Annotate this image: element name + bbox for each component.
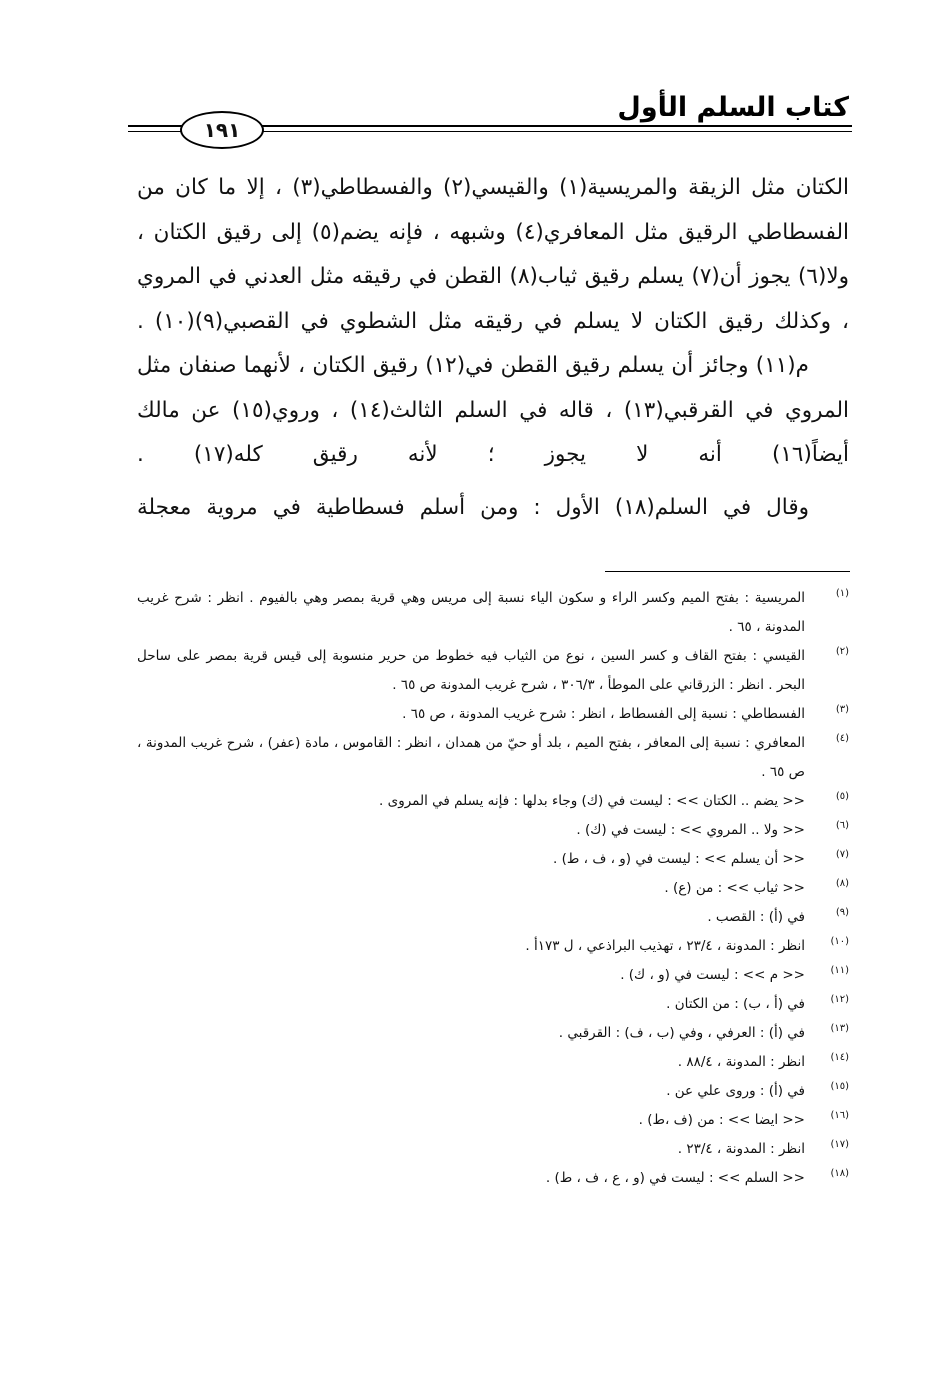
footnote-text: المعافري : نسبة إلى المعافر ، بفتح الميم ، بلد أو حيّ من همدان ، انظر : القاموس ، مادة (عفر) ، شرح غريب المدونة ، ص ٦٥ . bbox=[137, 735, 805, 780]
footnote-number: (١٥) bbox=[830, 1081, 849, 1092]
main-text bbox=[137, 166, 849, 530]
footnote-number: (١٦) bbox=[830, 1110, 849, 1121]
main-paragraph-3: وقال في السلم(١٨) الأول : ومن أسلم فسطاطية في مروية معجلة bbox=[137, 494, 809, 520]
footnote-number: (١٣) bbox=[830, 1023, 849, 1034]
footnote-3 bbox=[137, 700, 849, 729]
footnote-text: في (أ) : وروى علي عن . bbox=[666, 1083, 805, 1099]
footnote-5 bbox=[137, 787, 849, 816]
footnote-text: << السلم >> : ليست في (و ، ع ، ف ، ط) . bbox=[545, 1170, 805, 1186]
footnote-15 bbox=[137, 1077, 849, 1106]
footnote-number: (٣) bbox=[835, 704, 849, 715]
footnote-10 bbox=[137, 932, 849, 961]
footnote-text: المريسية : بفتح الميم وكسر الراء و سكون الياء نسبة إلى مريس وهي قرية بمصر وهي بالفيوم . انظر : شرح غريب المدونة ، ٦٥ . bbox=[137, 590, 805, 635]
footnote-text: القيسي : بفتح القاف و كسر السين ، نوع من الثياب فيه خطوط من حرير منسوبة إلى قيس قرية بمصر على ساحل البحر . انظر : الزرقاني على الموطأ ، ٣٠٦/٣ ، شرح غريب المدونة ص ٦٥ . bbox=[137, 648, 805, 693]
main-paragraph-1: الكتان مثل الزيقة والمريسية(١) والقيسي(٢) والفسطاطي(٣) ، إلا ما كان من الفسطاطي الرقيق مثل المعافري(٤) وشبهه ، فإنه يضم(٥) إلى رقيق الكتان ، ولا(٦) يجوز أن(٧) يسلم رقيق ثياب(٨) القطن في رقيقه مثل العدني في المروي ، وكذلك رقيق الكتان لا يسلم في رقيقه مثل الشطوي في القصبي(٩)(١٠) . bbox=[137, 175, 849, 334]
footnote-number: (٤) bbox=[835, 733, 849, 744]
footnote-text: << ولا .. المروي >> : ليست في (ك) . bbox=[576, 822, 805, 838]
footnote-9 bbox=[137, 903, 849, 932]
footnote-number: (٦) bbox=[835, 820, 849, 831]
footnote-text: << يضم .. الكتان >> : ليست في (ك) وجاء بدلها : فإنه يسلم في المروى . bbox=[379, 793, 805, 809]
footnote-number: (١٤) bbox=[830, 1052, 849, 1063]
footnote-2 bbox=[137, 642, 849, 700]
footnote-8 bbox=[137, 874, 849, 903]
footnote-number: (١١) bbox=[830, 965, 849, 976]
footnote-number: (٨) bbox=[835, 878, 849, 889]
footnote-text: الفسطاطي : نسبة إلى الفسطاط ، انظر : شرح غريب المدونة ، ص ٦٥ . bbox=[402, 706, 805, 722]
footnote-text: انظر : المدونة ، ٢٣/٤ . bbox=[677, 1141, 805, 1157]
footnote-number: (٢) bbox=[835, 646, 849, 657]
footnote-11 bbox=[137, 961, 849, 990]
footnote-number: (٥) bbox=[835, 791, 849, 802]
footnote-18 bbox=[137, 1164, 849, 1193]
footnote-number: (١٠) bbox=[830, 936, 849, 947]
footnote-text: << ايضا >> : من (ف ،ط) . bbox=[638, 1112, 805, 1128]
footnote-text: في (أ) : العرفي ، وفي (ب ، ف) : القرقبي . bbox=[558, 1025, 805, 1041]
footnote-13 bbox=[137, 1019, 849, 1048]
footnote-number: (١٢) bbox=[830, 994, 849, 1005]
footnote-4 bbox=[137, 729, 849, 787]
footnote-text: << م >> : ليست في (و ، ك) . bbox=[620, 967, 805, 983]
footnote-separator bbox=[605, 571, 850, 572]
footnote-number: (١٧) bbox=[830, 1139, 849, 1150]
footnote-17 bbox=[137, 1135, 849, 1164]
footnote-6 bbox=[137, 816, 849, 845]
page-number: ١٩١ bbox=[180, 111, 264, 149]
footnote-14 bbox=[137, 1048, 849, 1077]
footnote-number: (١) bbox=[835, 588, 849, 599]
footnote-12 bbox=[137, 990, 849, 1019]
footnote-7 bbox=[137, 845, 849, 874]
main-paragraph-2: م(١١) وجائز أن يسلم رقيق القطن في(١٢) رقيق الكتان ، لأنهما صنفان مثل المروي في القرقبي(١٣) ، قاله في السلم الثالث(١٤) ، وروي(١٥) عن مالك أيضاً(١٦) أنه لا يجوز ؛ لأنه رقيق كله(١٧) . bbox=[137, 353, 849, 467]
footnote-text: في (أ ، ب) : من الكتان . bbox=[666, 996, 805, 1012]
footnote-16 bbox=[137, 1106, 849, 1135]
footnote-text: انظر : المدونة ، ٢٣/٤ ، تهذيب البراذعي ، ل ١٧٣أ . bbox=[525, 938, 805, 954]
footnote-text: << أن يسلم >> : ليست في (و ، ف ، ط) . bbox=[553, 851, 805, 867]
footnote-number: (٩) bbox=[835, 907, 849, 918]
footnote-number: (١٨) bbox=[830, 1168, 849, 1179]
footnote-text: في (أ) : القصب . bbox=[707, 909, 805, 925]
running-header-title: كتاب السلم الأول bbox=[617, 92, 849, 123]
footnote-text: انظر : المدونة ، ٨٨/٤ . bbox=[677, 1054, 805, 1070]
footnote-number: (٧) bbox=[835, 849, 849, 860]
footnote-1 bbox=[137, 584, 849, 642]
footnotes bbox=[137, 584, 849, 1193]
footnote-text: << ثياب >> : من (ع) . bbox=[664, 880, 805, 896]
